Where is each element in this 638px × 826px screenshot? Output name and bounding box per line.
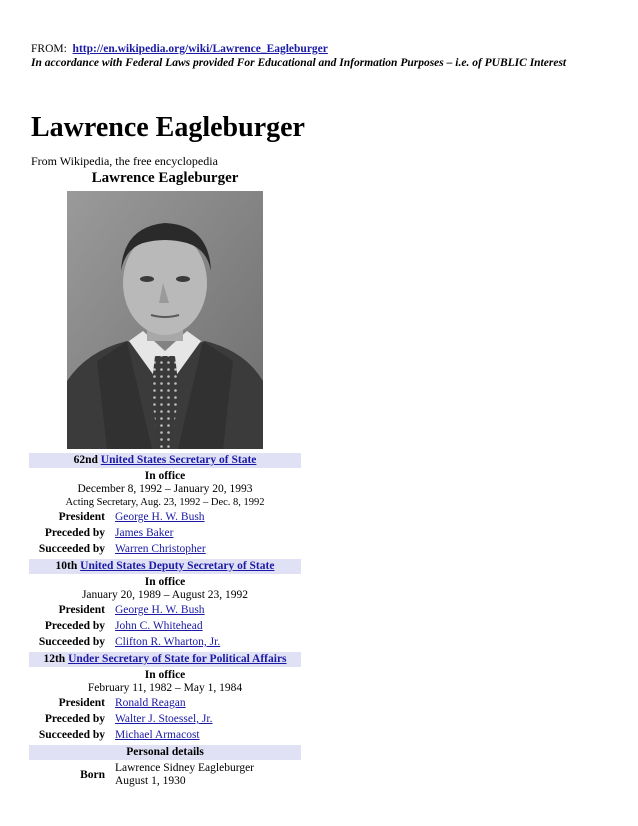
- office-dates: December 8, 1992 – January 20, 1993: [77, 483, 253, 495]
- office-header: [29, 559, 301, 574]
- preceded-by-link[interactable]: James Baker: [115, 527, 174, 539]
- succeeded-by-link[interactable]: Warren Christopher: [115, 543, 206, 555]
- source-line: [31, 43, 328, 55]
- office-header: [29, 652, 301, 667]
- row-label: President: [58, 604, 105, 616]
- row-label: President: [58, 511, 105, 523]
- president-link[interactable]: George H. W. Bush: [115, 604, 205, 616]
- born-row: [29, 762, 301, 788]
- president-link[interactable]: Ronald Reagan: [115, 697, 186, 709]
- legal-notice: In accordance with Federal Laws provided For Educational and Information Purposes – i.e. of PUBLIC Interest: [31, 57, 567, 69]
- infobox-row: [29, 541, 301, 557]
- succeeded-by-link[interactable]: Clifton R. Wharton, Jr.: [115, 636, 221, 648]
- infobox: [29, 451, 301, 788]
- row-label: President: [58, 697, 105, 709]
- born-label: Born: [80, 769, 105, 781]
- office-dates: January 20, 1989 – August 23, 1992: [81, 589, 249, 601]
- office-dates: February 11, 1982 – May 1, 1984: [87, 682, 243, 694]
- infobox-row: [29, 602, 301, 618]
- infobox-row: [29, 634, 301, 650]
- office-ordinal: 62nd: [73, 454, 98, 466]
- office-ordinal: 12th: [43, 653, 66, 665]
- office-link[interactable]: Under Secretary of State for Political Affairs: [68, 653, 287, 665]
- birth-name: Lawrence Sidney Eagleburger: [115, 762, 255, 774]
- from-label: FROM:: [31, 43, 67, 55]
- birth-date: August 1, 1930: [115, 775, 186, 787]
- personal-details-header: Personal details: [29, 745, 301, 760]
- preceded-by-link[interactable]: Walter J. Stoessel, Jr.: [115, 713, 213, 725]
- source-url-link[interactable]: http://en.wikipedia.org/wiki/Lawrence_Eagleburger: [72, 43, 328, 55]
- infobox-row: [29, 695, 301, 711]
- portrait-photo: [67, 191, 263, 449]
- row-label: Succeeded by: [38, 636, 105, 648]
- infobox-row: [29, 711, 301, 727]
- page-tagline: From Wikipedia, the free encyclopedia: [31, 154, 218, 168]
- office-header: [29, 453, 301, 468]
- in-office-label: In office: [144, 470, 186, 482]
- office-link[interactable]: United States Secretary of State: [100, 454, 257, 466]
- in-office-label: In office: [144, 576, 186, 588]
- office-ordinal: 10th: [55, 560, 78, 572]
- row-label: Succeeded by: [38, 729, 105, 741]
- president-link[interactable]: George H. W. Bush: [115, 511, 205, 523]
- office-link[interactable]: United States Deputy Secretary of State: [80, 560, 275, 572]
- row-label: Preceded by: [44, 620, 105, 632]
- infobox-title: Lawrence Eagleburger: [91, 170, 239, 186]
- infobox-row: [29, 509, 301, 525]
- row-label: Preceded by: [44, 527, 105, 539]
- infobox-row: [29, 525, 301, 541]
- office-note: Acting Secretary, Aug. 23, 1992 – Dec. 8, 1992: [65, 497, 265, 508]
- in-office-label: In office: [144, 669, 186, 681]
- row-label: Preceded by: [44, 713, 105, 725]
- page-title: Lawrence Eagleburger: [31, 112, 305, 143]
- preceded-by-link[interactable]: John C. Whitehead: [115, 620, 203, 632]
- succeeded-by-link[interactable]: Michael Armacost: [115, 729, 200, 741]
- infobox-row: [29, 727, 301, 743]
- row-label: Succeeded by: [38, 543, 105, 555]
- infobox-row: [29, 618, 301, 634]
